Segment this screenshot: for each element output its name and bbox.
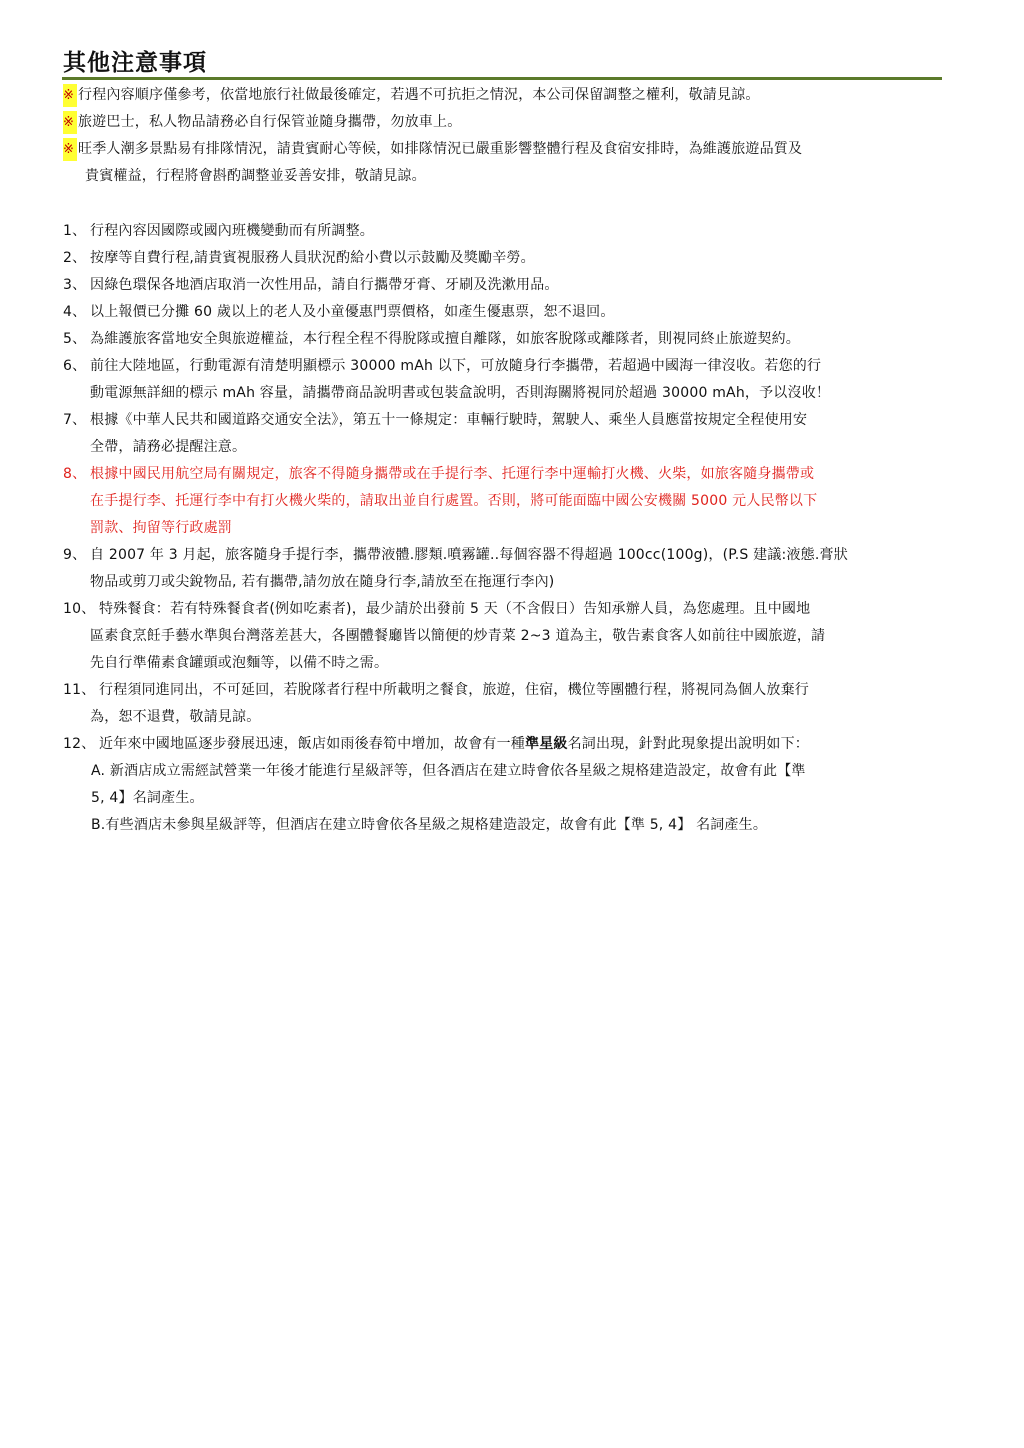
sub-item-text: A. 新酒店成立需經試營業一年後才能進行星級評等，但各酒店在建立時會依各星級之規格建造設定，故會有此【準: [91, 763, 806, 779]
notice-item: [63, 136, 963, 190]
item-text: 因綠色環保各地酒店取消一次性用品，請自行攜帶牙膏、牙刷及洗漱用品。: [90, 277, 559, 293]
item-text: 在手提行李、托運行李中有打火機火柴的，請取出並自行處置。否則，將可能面臨中國公安機關 5000 元人民幣以下: [90, 493, 818, 509]
item-text-part: 近年來中國地區逐步發展迅速，飯店如雨後春筍中增加，故會有一種: [99, 736, 525, 752]
list-item: [63, 326, 968, 353]
item-text-part: 名詞出現，針對此現象提出說明如下：: [567, 736, 810, 752]
item-number: 10、: [63, 601, 96, 617]
reference-mark-icon: ※: [63, 111, 77, 134]
notice-text: 旺季人潮多景點易有排隊情況，請貴賓耐心等候，如排隊情況已嚴重影響整體行程及食宿安排時，為維護旅遊品質及: [78, 141, 803, 157]
reference-mark-icon: ※: [63, 138, 77, 161]
item-number: 2、: [63, 250, 87, 266]
item-text: 根據《中華人民共和國道路交通安全法》，第五十一條規定：車輛行駛時，駕駛人、乘坐人員應當按規定全程使用安: [90, 412, 808, 428]
title-divider: [62, 77, 942, 80]
list-item: [63, 542, 968, 596]
reference-mark-icon: ※: [63, 84, 77, 107]
list-item: [63, 218, 968, 245]
item-text: 行程內容因國際或國內班機變動而有所調整。: [90, 223, 374, 239]
list-item: [63, 407, 968, 461]
list-item: [63, 299, 968, 326]
item-number: 5、: [63, 331, 87, 347]
item-number: 9、: [63, 547, 87, 563]
notice-list: [63, 82, 963, 190]
item-text: 區素食烹飪手藝水準與台灣落差甚大，各團體餐廳皆以簡便的炒青菜 2~3 道為主，敬告素食客人如前往中國旅遊，請: [90, 628, 826, 644]
page-title: 其他注意事項: [63, 50, 207, 76]
item-text: 以上報價已分攤 60 歲以上的老人及小童優惠門票價格，如產生優惠票，恕不退回。: [90, 304, 615, 320]
list-item: [63, 353, 968, 407]
item-text: 全帶，請務必提醒注意。: [90, 439, 247, 455]
list-item: [63, 596, 968, 677]
list-item: [63, 245, 968, 272]
item-number: 12、: [63, 736, 96, 752]
item-number: 3、: [63, 277, 87, 293]
notice-text: 旅遊巴士，私人物品請務必自行保管並隨身攜帶，勿放車上。: [78, 114, 462, 130]
item-number: 8、: [63, 466, 87, 482]
sub-item: [85, 758, 968, 812]
item-text: 根據中國民用航空局有關規定，旅客不得隨身攜帶或在手提行李、托運行李中運輸打火機、火柴，如旅客隨身攜帶或: [90, 466, 815, 482]
item-text: 罰款、拘留等行政處罰: [90, 520, 232, 536]
item-number: 1、: [63, 223, 87, 239]
item-text: 動電源無詳細的標示 mAh 容量，請攜帶商品說明書或包裝盒說明，否則海關將視同於超過 30000 mAh，予以沒收！: [90, 385, 831, 401]
item-number: 6、: [63, 358, 87, 374]
emphasis-term: 準星級: [525, 736, 568, 752]
item-text: 為，恕不退費，敬請見諒。: [90, 709, 261, 725]
notice-text: 貴賓權益，行程將會斟酌調整並妥善安排，敬請見諒。: [85, 168, 426, 184]
item-text: 特殊餐食：若有特殊餐食者(例如吃素者)，最少請於出發前 5 天（不含假日）告知承辦人員，為您處理。且中國地: [99, 601, 811, 617]
notice-item: [63, 82, 963, 109]
item-text: 行程須同進同出，不可延回，若脫隊者行程中所載明之餐食，旅遊，住宿，機位等團體行程，將視同為個人放棄行: [99, 682, 809, 698]
item-text: 自 2007 年 3 月起，旅客隨身手提行李，攜帶液體.膠類.噴霧罐..每個容器不得超過 100cc(100g)，(P.S 建議:液態.膏狀: [90, 547, 848, 563]
item-text: 按摩等自費行程,請貴賓視服務人員狀況酌給小費以示鼓勵及獎勵辛勞。: [90, 250, 535, 266]
list-item: [63, 677, 968, 731]
item-text: 物品或剪刀或尖銳物品, 若有攜帶,請勿放在隨身行李,請放至在拖運行李內): [90, 574, 555, 590]
sub-item-text: 5, 4】名詞產生。: [91, 790, 204, 806]
item-number: 4、: [63, 304, 87, 320]
numbered-list: [63, 218, 968, 839]
item-number: 11、: [63, 682, 96, 698]
sub-item: [85, 812, 968, 839]
item-text: 先自行準備素食罐頭或泡麵等，以備不時之需。: [90, 655, 389, 671]
list-item-warning: [63, 461, 968, 542]
list-item: [63, 731, 968, 839]
item-number: 7、: [63, 412, 87, 428]
list-item: [63, 272, 968, 299]
sub-item-text: B.有些酒店未參與星級評等，但酒店在建立時會依各星級之規格建造設定，故會有此【準 5, 4】 名詞產生。: [91, 817, 768, 833]
notice-item: [63, 109, 963, 136]
item-text: 為維護旅客當地安全與旅遊權益，本行程全程不得脫隊或擅自離隊，如旅客脫隊或離隊者，則視同終止旅遊契約。: [90, 331, 800, 347]
item-text: [99, 731, 968, 758]
item-text: 前往大陸地區，行動電源有清楚明顯標示 30000 mAh 以下，可放隨身行李攜帶，若超過中國海一律沒收。若您的行: [90, 358, 822, 374]
notice-text: 行程內容順序僅參考，依當地旅行社做最後確定，若遇不可抗拒之情況，本公司保留調整之權利，敬請見諒。: [78, 87, 760, 103]
